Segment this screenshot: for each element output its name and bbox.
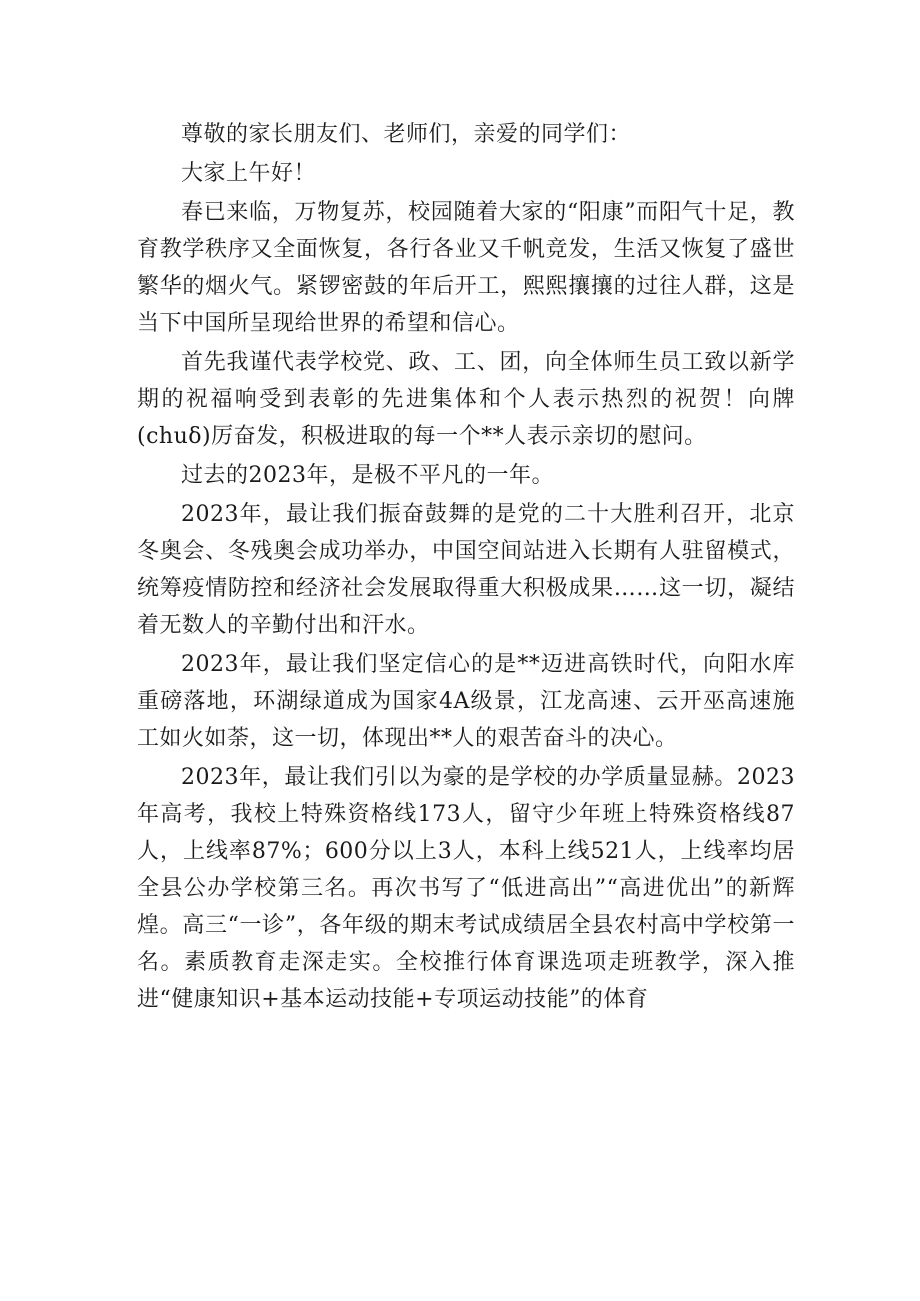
paragraph-past-year: 过去的2023年，是极不平凡的一年。 — [181, 463, 554, 488]
greeting: 大家上午好！ — [181, 161, 317, 186]
paragraph-congratulations: 首先我谨代表学校党、政、工、团，向全体师生员工致以新学期的祝福响受到表彰的先进集体和个人表示热烈的祝贺！向牌(chuδ)厉奋发，积极进取的每一个**人表示亲切的慰问。 — [137, 350, 795, 449]
paragraph-school-achievements: 2023年，最让我们引以为豪的是学校的办学质量显赫。2023年高考，我校上特殊资格线173人，留守少年班上特殊资格线87人，上线率87%；600分以上3人，本科上线521人，上线率均居全县公办学校第三名。再次书写了“低进高出”“高进优出”的新辉煌。高三“一诊”，各年级的期末考试成绩居全县农村高中学校第一名。素质教育走深走实。全校推行体育课选项走班教学，深入推进“健康知识+基本运动技能+专项运动技能”的体育 — [137, 765, 795, 1012]
paragraph-national-achievements: 2023年，最让我们振奋鼓舞的是党的二十大胜利召开，北京冬奥会、冬残奥会成功举办，中国空间站进入长期有人驻留模式，统筹疫情防控和经济社会发展取得重大积极成果……这一切，凝结着无数人的辛勤付出和汗水。 — [137, 502, 795, 638]
paragraph-local-achievements: 2023年，最让我们坚定信心的是**迈进高铁时代，向阳水库重磅落地，环湖绿道成为国家4A级景，江龙高速、云开巫高速施工如火如荼，这一切，体现出**人的艰苦奋斗的决心。 — [137, 652, 795, 751]
document-body — [137, 116, 795, 1018]
salutation: 尊敬的家长朋友们、老师们，亲爱的同学们： — [181, 122, 632, 147]
paragraph-spring: 春已来临，万物复苏，校园随着大家的“阳康”而阳气十足，教育教学秩序又全面恢复，各行各业又千帆竞发，生活又恢复了盛世繁华的烟火气。紧锣密鼓的年后开工，熙熙攘攘的过往人群，这是当下中国所呈现给世界的希望和信心。 — [137, 200, 795, 336]
